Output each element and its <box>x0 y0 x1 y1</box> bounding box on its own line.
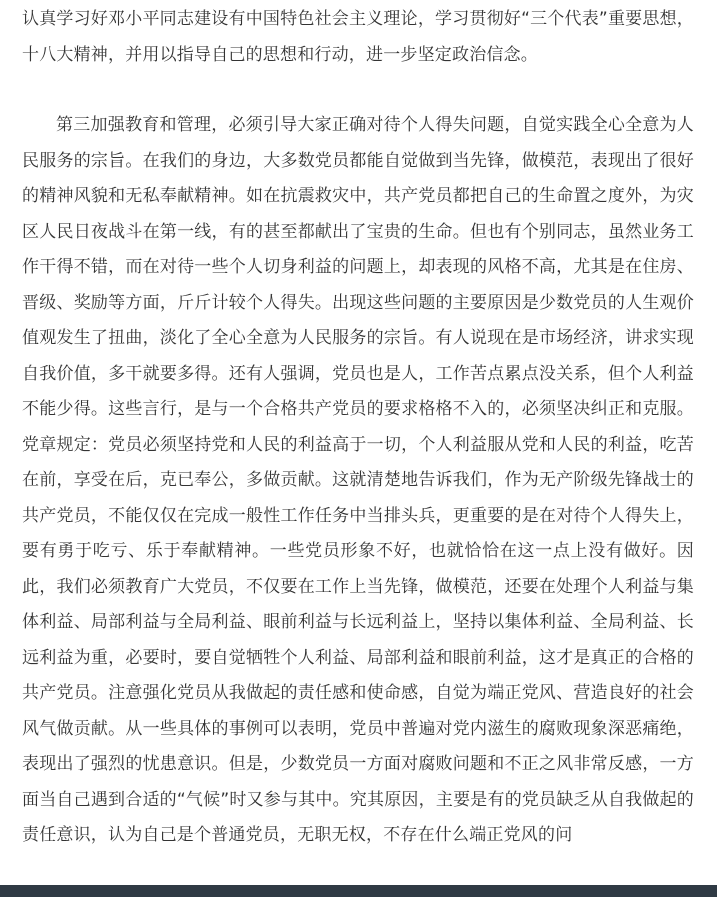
bottom-toolbar <box>0 885 717 897</box>
paragraph-gap <box>22 73 694 108</box>
paragraph-2: 第三加强教育和管理，必须引导大家正确对待个人得失问题，自觉实践全心全意为人民服务的宗旨。在我们的身边，大多数党员都能自觉做到当先锋，做模范，表现出了很好的精神风貌和无私奉献精神。如在抗震救灾中，共产党员都把自己的生命置之度外，为灾区人民日夜战斗在第一线，有的甚至都献出了宝贵的生命。但也有个别同志，虽然业务工作干得不错，而在对待一些个人切身利益的问题上，却表现的风格不高，尤其是在住房、晋级、奖励等方面，斤斤计较个人得失。出现这些问题的主要原因是少数党员的人生观价值观发生了扭曲，淡化了全心全意为人民服务的宗旨。有人说现在是市场经济，讲求实现自我价值，多干就要多得。还有人强调，党员也是人，工作苦点累点没关系，但个人利益不能少得。这些言行，是与一个合格共产党员的要求格格不入的，必须坚决纠正和克服。党章规定：党员必须坚持党和人民的利益高于一切，个人利益服从党和人民的利益，吃苦在前，享受在后，克已奉公，多做贡献。这就清楚地告诉我们，作为无产阶级先锋战士的共产党员，不能仅仅在完成一般性工作任务中当排头兵，更重要的是在对待个人得失上，要有勇于吃亏、乐于奉献精神。一些党员形象不好，也就恰恰在这一点上没有做好。因此，我们必须教育广大党员，不仅要在工作上当先锋，做模范，还要在处理个人利益与集体利益、局部利益与全局利益、眼前利益与长远利益上，坚持以集体利益、全局利益、长远利益为重，必要时，要自觉牺牲个人利益、局部利益和眼前利益，这才是真正的合格的共产党员。注意强化党员从我做起的责任感和使命感，自觉为端正党风、营造良好的社会风气做贡献。从一些具体的事例可以表明，党员中普遍对党内滋生的腐败现象深恶痛绝，表现出了强烈的忧患意识。但是，少数党员一方面对腐败问题和不正之风非常反感，一方面当自己遇到合适的“气候”时又参与其中。究其原因，主要是有的党员缺乏从自我做起的责任意识，认为自己是个普通党员，无职无权，不存在什么端正党风的问 <box>22 115 694 845</box>
article-body <box>22 2 694 854</box>
paragraph-1: 认真学习好邓小平同志建设有中国特色社会主义理论，学习贯彻好“三个代表”重要思想，十八大精神，并用以指导自己的思想和行动，进一步坚定政治信念。 <box>22 9 694 65</box>
